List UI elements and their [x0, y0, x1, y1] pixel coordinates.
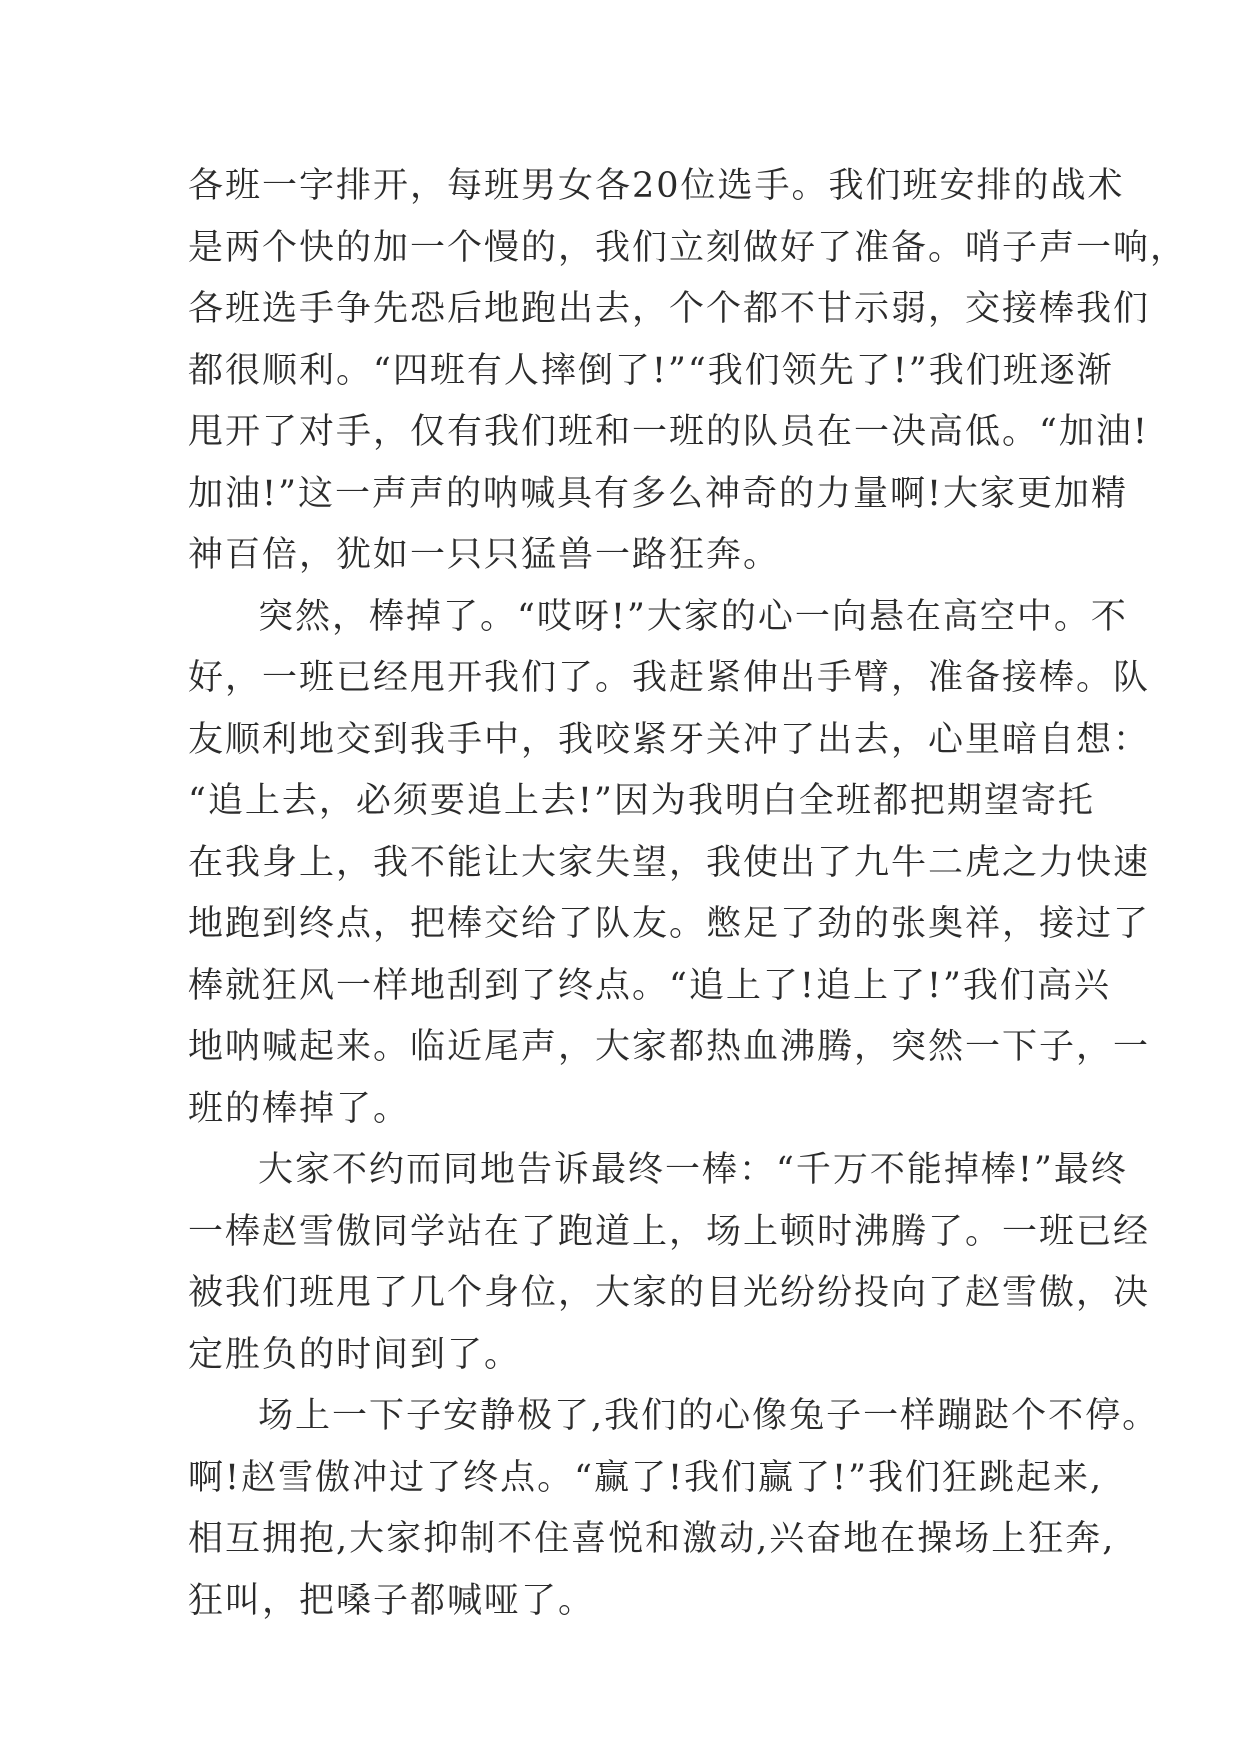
text-line: 各班选手争先恐后地跑出去，个个都不甘示弱，交接棒我们: [188, 289, 1151, 329]
text-line: 狂叫，把嗓子都喊哑了。: [188, 1580, 596, 1621]
paragraph: [188, 156, 1188, 587]
text-line: 场上一下子安静极了,我们的心像兔子一样蹦跶个不停。: [258, 1396, 1160, 1436]
text-line: 一棒赵雪傲同学站在了跑道上，场上顿时沸腾了。一班已经: [188, 1211, 1151, 1252]
text-line: 相互拥抱,大家抑制不住喜悦和激动,兴奋地在操场上狂奔,: [188, 1519, 1116, 1559]
text-line: 地呐喊起来。临近尾声，大家都热血沸腾，突然一下子，一: [188, 1027, 1151, 1067]
text-line: 地跑到终点，把棒交给了队友。憋足了劲的张奥祥，接过了: [188, 904, 1151, 944]
text-line: 在我身上，我不能让大家失望，我使出了九牛二虎之力快速: [188, 842, 1151, 883]
text-line: 好，一班已经甩开我们了。我赶紧伸出手臂，准备接棒。队: [188, 658, 1151, 698]
text-line: 加油!”这一声声的呐喊具有多么神奇的力量啊!大家更加精: [188, 473, 1129, 514]
text-line: 都很顺利。“四班有人摔倒了!”“我们领先了!”我们班逐渐: [188, 350, 1114, 391]
text-line: 棒就狂风一样地刮到了终点。“追上了!追上了!”我们高兴: [188, 965, 1111, 1006]
paragraph: [188, 587, 1151, 1141]
text-line: 各班一字排开，每班男女各20位选手。我们班安排的战术: [188, 166, 1125, 206]
text-line: 是两个快的加一个慢的，我们立刻做好了准备。哨子声一响，: [188, 227, 1188, 268]
text-line: “追上去，必须要追上去!”因为我明白全班都把期望寄托: [188, 781, 1095, 821]
text-line: 大家不约而同地告诉最终一棒：“千万不能掉棒!”最终: [258, 1150, 1128, 1190]
body-text: [188, 156, 1188, 1632]
paragraph: [188, 1140, 1151, 1386]
text-line: 啊!赵雪傲冲过了终点。“赢了!我们赢了!”我们狂跳起来,: [188, 1457, 1104, 1498]
text-line: 定胜负的时间到了。: [188, 1334, 522, 1375]
text-line: 友顺利地交到我手中，我咬紧牙关冲了出去，心里暗自想：: [188, 719, 1151, 760]
text-line: 被我们班甩了几个身位，大家的目光纷纷投向了赵雪傲，决: [188, 1273, 1151, 1313]
paragraph: [188, 1386, 1160, 1632]
text-line: 班的棒掉了。: [188, 1088, 411, 1129]
text-line: 甩开了对手，仅有我们班和一班的队员在一决高低。“加油!: [188, 412, 1149, 452]
text-line: 神百倍，犹如一只只猛兽一路狂奔。: [188, 535, 781, 575]
text-line: 突然，棒掉了。“哎呀!”大家的心一向悬在高空中。不: [258, 596, 1128, 637]
